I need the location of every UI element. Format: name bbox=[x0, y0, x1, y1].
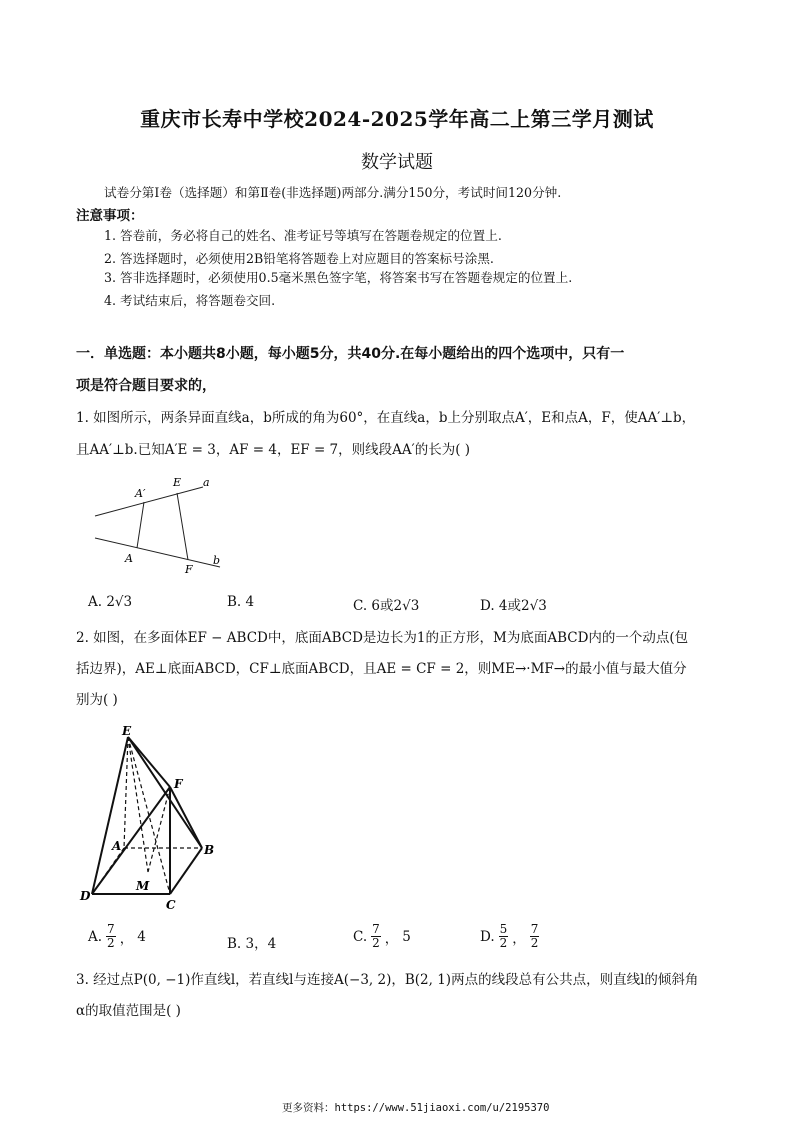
label-a: a bbox=[203, 476, 210, 489]
q2-line1: 2. 如图，在多面体EF − ABCD中，底面ABCD是边长为1的正方形，M为底面ABCD内的一个动点(包 bbox=[76, 630, 689, 646]
fraction-numerator: 7 bbox=[372, 922, 380, 936]
q1-option-c: C. 6或2√3 bbox=[353, 598, 420, 614]
q2-option-c-rest: 5 bbox=[402, 928, 411, 945]
q2-line3: 别为( ) bbox=[76, 692, 118, 708]
fraction-denominator: 2 bbox=[107, 936, 115, 950]
label-F2: F bbox=[174, 777, 183, 791]
fraction-numerator: 7 bbox=[530, 922, 539, 936]
label-M: M bbox=[136, 879, 150, 893]
section-heading-line1: 一．单选题：本小题共8小题，每小题5分，共40分.在每小题给出的四个选项中，只有一 bbox=[76, 346, 625, 362]
fraction-denominator: 2 bbox=[372, 936, 380, 950]
label-b: b bbox=[213, 554, 221, 567]
q3-line1: 3. 经过点P(0, −1)作直线l，若直线l与连接A(−3, 2)，B(2, 1)两点的线段总有公共点，则直线l的倾斜角 bbox=[76, 972, 699, 988]
label-A: A bbox=[125, 552, 133, 565]
line-a bbox=[95, 487, 203, 516]
q2-option-c bbox=[353, 923, 411, 950]
segment-a1-a bbox=[137, 502, 144, 548]
notice-heading: 注意事项： bbox=[76, 208, 144, 224]
q2-option-d-fraction-2 bbox=[530, 923, 540, 950]
q2-option-b-text: 3，4 bbox=[245, 936, 277, 952]
q2-option-b bbox=[227, 932, 276, 952]
notice-item-4: 4. 考试结束后，将答题卷交回. bbox=[104, 293, 276, 308]
q2-option-c-sep: ， bbox=[384, 930, 399, 947]
q2-option-b-letter: B. bbox=[227, 936, 242, 952]
q2-option-d-fraction-1 bbox=[499, 923, 509, 950]
q2-option-c-fraction bbox=[371, 923, 381, 950]
q2-line2: 括边界)，AE⊥底面ABCD，CF⊥底面ABCD，且AE = CF = 2，则ME→·MF→的最小值与最大值分 bbox=[76, 661, 687, 677]
q2-option-d bbox=[480, 923, 539, 950]
q2-option-a-sep: ， bbox=[119, 930, 134, 947]
q2-option-a-fraction bbox=[106, 923, 116, 950]
fraction-numerator: 5 bbox=[499, 922, 508, 936]
segment-e-f bbox=[177, 493, 188, 560]
q2-option-a bbox=[88, 923, 146, 950]
page-subtitle: 数学试题 bbox=[361, 152, 433, 173]
q1-option-d: D. 4或2√3 bbox=[480, 598, 547, 614]
q3-line2: α的取值范围是( ) bbox=[76, 1003, 181, 1019]
label-a-prime: A′ bbox=[135, 487, 146, 500]
section-heading-line2: 项是符合题目要求的， bbox=[76, 378, 216, 394]
label-e: E bbox=[173, 476, 182, 489]
q2-option-d-sep: ， bbox=[512, 930, 526, 947]
label-E: E bbox=[122, 724, 132, 738]
q2-option-a-letter: A. bbox=[88, 928, 103, 945]
q2-option-d-letter: D. bbox=[480, 928, 495, 945]
q1-line2: 且AA′⊥b.已知A′E = 3，AF = 4，EF = 7，则线段AA′的长为( ) bbox=[76, 442, 471, 458]
q1-line1: 1. 如图所示，两条异面直线a，b所成的角为60°，在直线a，b上分别取点A′，E和点A，F，使AA′⊥b， bbox=[76, 410, 696, 426]
q1-option-a: A. 2√3 bbox=[88, 594, 133, 610]
q2-figure bbox=[78, 720, 218, 915]
line-b bbox=[95, 538, 220, 567]
label-A2: A bbox=[112, 839, 122, 853]
footer-link[interactable]: 更多资料：https://www.51jiaoxi.com/u/2195370 bbox=[282, 1102, 550, 1114]
fraction-numerator: 7 bbox=[107, 922, 115, 936]
fraction-denominator: 2 bbox=[530, 936, 539, 950]
label-B: B bbox=[204, 843, 215, 857]
edge-fb bbox=[170, 787, 202, 848]
fraction-denominator: 2 bbox=[499, 936, 508, 950]
segment-fm bbox=[148, 787, 170, 872]
notice-item-2: 2. 答选择题时，必须使用2B铅笔将答题卷上对应题目的答案标号涂黑. bbox=[104, 251, 494, 266]
label-C: C bbox=[166, 898, 176, 912]
q2-option-a-rest: 4 bbox=[137, 928, 146, 945]
q1-figure bbox=[85, 470, 230, 580]
page-title: 重庆市长寿中学校2024-2025学年高二上第三学月测试 bbox=[140, 107, 654, 131]
label-F: F bbox=[185, 563, 193, 576]
q2-option-c-letter: C. bbox=[353, 928, 368, 945]
exam-intro: 试卷分第Ⅰ卷（选择题）和第Ⅱ卷(非选择题)两部分.满分150分，考试时间120分钟. bbox=[104, 185, 562, 200]
notice-item-3: 3. 答非选择题时，必须使用0.5毫米黑色签字笔，将答案书写在答题卷规定的位置上. bbox=[104, 270, 573, 285]
q1-option-b: B. 4 bbox=[227, 594, 255, 610]
notice-item-1: 1. 答卷前，务必将自己的姓名、准考证号等填写在答题卷规定的位置上. bbox=[104, 228, 502, 243]
edge-cb bbox=[170, 848, 202, 894]
label-D: D bbox=[80, 889, 91, 903]
